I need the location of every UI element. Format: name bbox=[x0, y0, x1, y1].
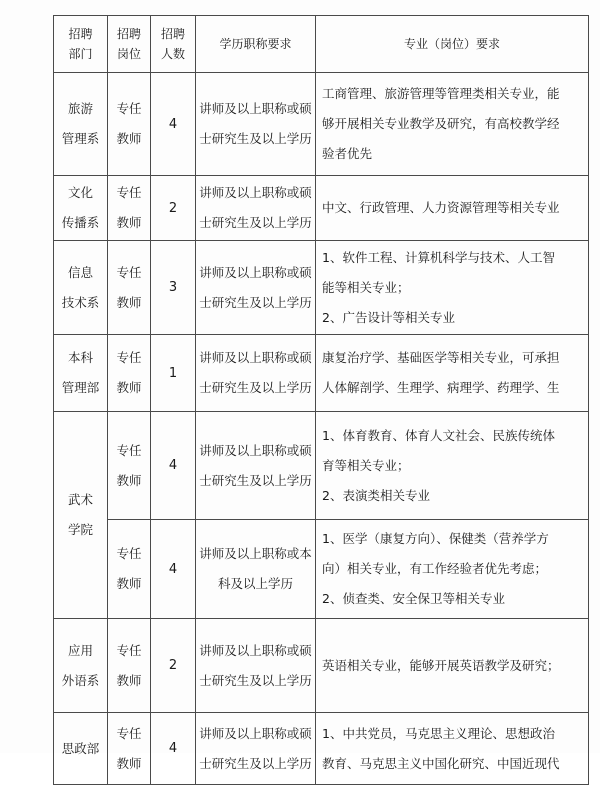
table-row bbox=[54, 713, 589, 785]
major-line: 工商管理、旅游管理等管理类相关专业，能 bbox=[322, 86, 560, 101]
edu-line: 士研究生及以上学历 bbox=[199, 472, 312, 488]
edu-line: 士研究生及以上学历 bbox=[199, 215, 312, 230]
major-line: 2、广告设计等相关专业 bbox=[322, 309, 455, 325]
post-cell bbox=[108, 520, 151, 619]
dept-cell bbox=[54, 619, 108, 713]
edu-line: 讲师及以上职称或硕 bbox=[199, 350, 312, 365]
count-cell: 4 bbox=[151, 412, 196, 520]
dept-line: 信息 bbox=[67, 264, 93, 280]
header-dept-line2: 部门 bbox=[68, 47, 93, 61]
major-line: 教育、马克思主义中国化研究、中国近现代 bbox=[322, 755, 560, 771]
edu-line: 士研究生及以上学历 bbox=[199, 380, 312, 395]
header-edu-text: 学历职称要求 bbox=[219, 37, 292, 51]
post-cell bbox=[108, 335, 151, 412]
major-line: 够开展相关专业教学及研究，有高校教学经 bbox=[322, 116, 560, 131]
recruitment-table bbox=[53, 15, 589, 785]
post-line: 教师 bbox=[116, 755, 142, 771]
major-line: 向）相关专业，有工作经验者优先考虑； bbox=[322, 561, 548, 576]
header-post bbox=[108, 16, 151, 73]
dept-line: 应用 bbox=[67, 642, 93, 658]
major-cell bbox=[316, 176, 589, 241]
major-line: 2、侦查类、安全保卫等相关专业 bbox=[322, 591, 505, 606]
major-line: 中文、行政管理、人力资源管理等相关专业 bbox=[322, 200, 560, 215]
header-dept bbox=[54, 16, 108, 73]
header-count bbox=[151, 16, 196, 73]
dept-line: 旅游 bbox=[67, 101, 93, 116]
edu-line: 讲师及以上职称或硕 bbox=[199, 725, 312, 741]
header-count-line2: 人数 bbox=[160, 47, 185, 61]
dept-line: 本科 bbox=[67, 350, 93, 365]
post-line: 专任 bbox=[116, 264, 142, 280]
edu-line: 讲师及以上职称或硕 bbox=[199, 101, 312, 116]
post-line: 教师 bbox=[116, 472, 142, 488]
header-post-line1: 招聘 bbox=[116, 27, 141, 41]
post-line: 专任 bbox=[116, 546, 142, 561]
post-line: 专任 bbox=[116, 442, 142, 458]
table-row bbox=[54, 412, 589, 520]
dept-cell bbox=[54, 241, 108, 335]
post-cell bbox=[108, 241, 151, 335]
dept-line: 管理系 bbox=[61, 131, 100, 146]
dept-cell bbox=[54, 176, 108, 241]
major-line: 康复治疗学、基础医学等相关专业，可承担 bbox=[322, 350, 560, 365]
major-cell bbox=[316, 412, 589, 520]
table-row bbox=[54, 520, 589, 619]
dept-line: 外语系 bbox=[61, 672, 100, 688]
table-row bbox=[54, 176, 589, 241]
edu-line: 讲师及以上职称或硕 bbox=[199, 264, 312, 280]
major-line: 1、体育教育、体育人文社会、民族传统体 bbox=[322, 427, 555, 443]
post-line: 教师 bbox=[116, 672, 142, 688]
dept-cell bbox=[54, 335, 108, 412]
dept-line: 武术 bbox=[67, 492, 93, 507]
post-line: 专任 bbox=[116, 725, 142, 741]
edu-line: 士研究生及以上学历 bbox=[199, 131, 312, 146]
major-cell bbox=[316, 713, 589, 785]
post-cell bbox=[108, 412, 151, 520]
header-dept-line1: 招聘 bbox=[68, 27, 93, 41]
edu-line: 士研究生及以上学历 bbox=[199, 755, 312, 771]
post-cell bbox=[108, 619, 151, 713]
edu-line: 讲师及以上职称或本 bbox=[199, 546, 312, 561]
count-cell: 4 bbox=[151, 713, 196, 785]
edu-line: 讲师及以上职称或硕 bbox=[199, 442, 312, 458]
post-cell bbox=[108, 176, 151, 241]
count-cell: 2 bbox=[151, 176, 196, 241]
edu-cell bbox=[196, 713, 316, 785]
post-cell bbox=[108, 73, 151, 176]
post-line: 专任 bbox=[116, 185, 142, 200]
edu-cell bbox=[196, 176, 316, 241]
post-line: 教师 bbox=[116, 215, 142, 230]
edu-cell bbox=[196, 241, 316, 335]
header-post-line2: 岗位 bbox=[116, 47, 141, 61]
major-line: 育等相关专业； bbox=[322, 457, 410, 473]
table-row bbox=[54, 619, 589, 713]
post-line: 教师 bbox=[116, 576, 142, 591]
edu-cell bbox=[196, 619, 316, 713]
table-row bbox=[54, 73, 589, 176]
table-row bbox=[54, 335, 589, 412]
major-line: 1、软件工程、计算机科学与技术、人工智 bbox=[322, 249, 555, 265]
header-major-text: 专业（岗位）要求 bbox=[403, 37, 500, 51]
edu-cell bbox=[196, 520, 316, 619]
edu-line: 讲师及以上职称或硕 bbox=[199, 185, 312, 200]
post-cell bbox=[108, 713, 151, 785]
major-cell bbox=[316, 520, 589, 619]
major-line: 1、中共党员，马克思主义理论、思想政治 bbox=[322, 725, 555, 741]
table-row bbox=[54, 241, 589, 335]
dept-cell bbox=[54, 73, 108, 176]
count-cell: 4 bbox=[151, 520, 196, 619]
post-line: 教师 bbox=[116, 294, 142, 310]
major-line: 人体解剖学、生理学、病理学、药理学、生 bbox=[322, 380, 560, 395]
dept-line: 管理部 bbox=[61, 380, 100, 395]
edu-line: 讲师及以上职称或硕 bbox=[199, 642, 312, 658]
count-cell: 1 bbox=[151, 335, 196, 412]
header-major bbox=[316, 16, 589, 73]
post-line: 教师 bbox=[116, 380, 142, 395]
dept-line: 传播系 bbox=[61, 215, 100, 230]
header-count-line1: 招聘 bbox=[160, 27, 185, 41]
count-cell: 3 bbox=[151, 241, 196, 335]
count-cell: 2 bbox=[151, 619, 196, 713]
major-cell bbox=[316, 619, 589, 713]
edu-line: 士研究生及以上学历 bbox=[199, 294, 312, 310]
major-line: 能等相关专业； bbox=[322, 279, 410, 295]
edu-line: 士研究生及以上学历 bbox=[199, 672, 312, 688]
dept-line: 学院 bbox=[67, 522, 93, 537]
major-line: 验者优先 bbox=[322, 146, 373, 161]
major-cell bbox=[316, 73, 589, 176]
post-line: 教师 bbox=[116, 131, 142, 146]
edu-cell bbox=[196, 335, 316, 412]
dept-line: 技术系 bbox=[61, 294, 100, 310]
table-header-row bbox=[54, 16, 589, 73]
dept-cell bbox=[54, 713, 108, 785]
dept-cell bbox=[54, 412, 108, 619]
edu-cell bbox=[196, 73, 316, 176]
major-cell bbox=[316, 241, 589, 335]
post-line: 专任 bbox=[116, 101, 142, 116]
count-cell: 4 bbox=[151, 73, 196, 176]
header-edu bbox=[196, 16, 316, 73]
major-line: 英语相关专业，能够开展英语教学及研究； bbox=[322, 657, 560, 673]
major-line: 2、表演类相关专业 bbox=[322, 487, 430, 503]
major-line: 1、医学（康复方向）、保健类（营养学方 bbox=[322, 531, 549, 546]
post-line: 专任 bbox=[116, 642, 142, 658]
post-line: 专任 bbox=[116, 350, 142, 365]
major-cell bbox=[316, 335, 589, 412]
dept-line: 文化 bbox=[67, 185, 93, 200]
dept-line: 思政部 bbox=[61, 740, 100, 756]
edu-line: 科及以上学历 bbox=[217, 576, 293, 591]
edu-cell bbox=[196, 412, 316, 520]
